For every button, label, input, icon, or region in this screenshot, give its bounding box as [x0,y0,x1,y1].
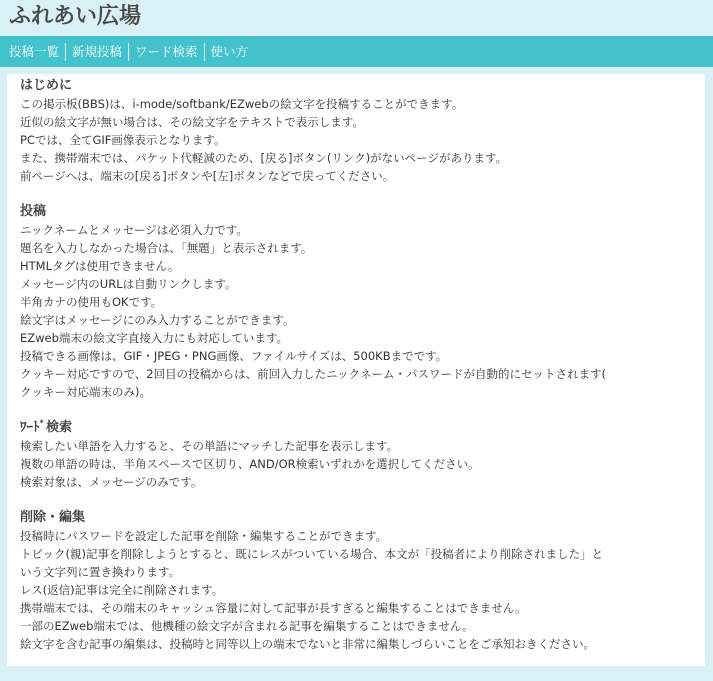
text-line: 携帯端末では、その端末のキャッシュ容量に対して記事が長すぎると編集することはできません。 [20,601,527,615]
text-line: PCでは、全てGIF画像表示となります。 [20,133,226,147]
site-title: ふれあい広場 [9,4,142,29]
text-line: 近似の絵文字が無い場合は、その絵文字をテキストで表示します。 [20,115,364,129]
section-title: はじめに [20,78,73,93]
text-line: HTMLタグは使用できません。 [20,259,180,273]
text-line: 投稿時にパスワードを設定した記事を削除・編集することができます。 [20,529,388,543]
nav-item-word-search[interactable]: ワード検索 [128,43,204,61]
text-line: メッセージ内のURLは自動リンクします。 [20,277,237,291]
text-line: 題名を入力しなかった場合は、「無題」と表示されます。 [20,241,313,255]
text-line: クッキー対応ですので、2回目の投稿からは、前回入力したニックネーム・パスワードが自動的にセットされます( [20,367,606,381]
text-line: 検索対象は、メッセージのみです。 [20,475,203,489]
text-line: 投稿できる画像は、GIF・JPEG・PNG画像、ファイルサイズは、500KBまでです。 [20,349,448,363]
text-line: 絵文字を含む記事の編集は、投稿時と同等以上の端末でないと非常に編集しづらいことをご承知おきください。 [20,637,595,651]
text-line: レス(返信)記事は完全に削除されます。 [20,583,224,597]
text-line: 検索したい単語を入力すると、その単語にマッチした記事を表示します。 [20,439,399,453]
section-posting [20,203,705,401]
section-title: ﾜｰﾄﾞ検索 [20,420,73,435]
text-line: また、携帯端末では、パケット代軽減のため、[戻る]ボタン(リンク)がないページがあります。 [20,151,508,165]
text-line: EZweb端末の絵文字直接入力にも対応しています。 [20,331,289,345]
text-line: 複数の単語の時は、半角スペースで区切り、AND/OR検索いずれかを選択してください。 [20,457,480,471]
text-line: トピック(親)記事を削除しようとすると、既にレスがついている場合、本文が「投稿者により削除されました」と [20,547,604,561]
section-delete-edit [20,509,705,653]
nav-item-new-post[interactable]: 新規投稿 [65,43,128,61]
text-line: 半角カナの使用もOKです。 [20,295,163,309]
help-content [7,74,705,666]
text-line: ニックネームとメッセージは必須入力です。 [20,223,248,237]
text-line: 絵文字はメッセージにのみ入力することができます。 [20,313,295,327]
nav-item-how-to-use[interactable]: 使い方 [204,43,255,61]
section-title: 削除・編集 [20,510,86,525]
text-line: いう文字列に置き換わります。 [20,565,181,579]
text-line: 一部のEZweb端末では、他機種の絵文字が含まれる記事を編集することはできません。 [20,619,474,633]
section-introduction [20,77,705,185]
text-line: クッキー対応端末のみ)。 [20,385,151,399]
nav-bar [0,36,713,67]
section-title: 投稿 [20,204,47,219]
text-line: この掲示板(BBS)は、i-mode/softbank/EZwebの絵文字を投稿することができます。 [20,97,464,111]
section-word-search [20,419,705,491]
nav-item-post-list[interactable]: 投稿一覧 [9,43,60,59]
text-line: 前ページへは、端末の[戻る]ボタンや[左]ボタンなどで戻ってください。 [20,169,395,183]
